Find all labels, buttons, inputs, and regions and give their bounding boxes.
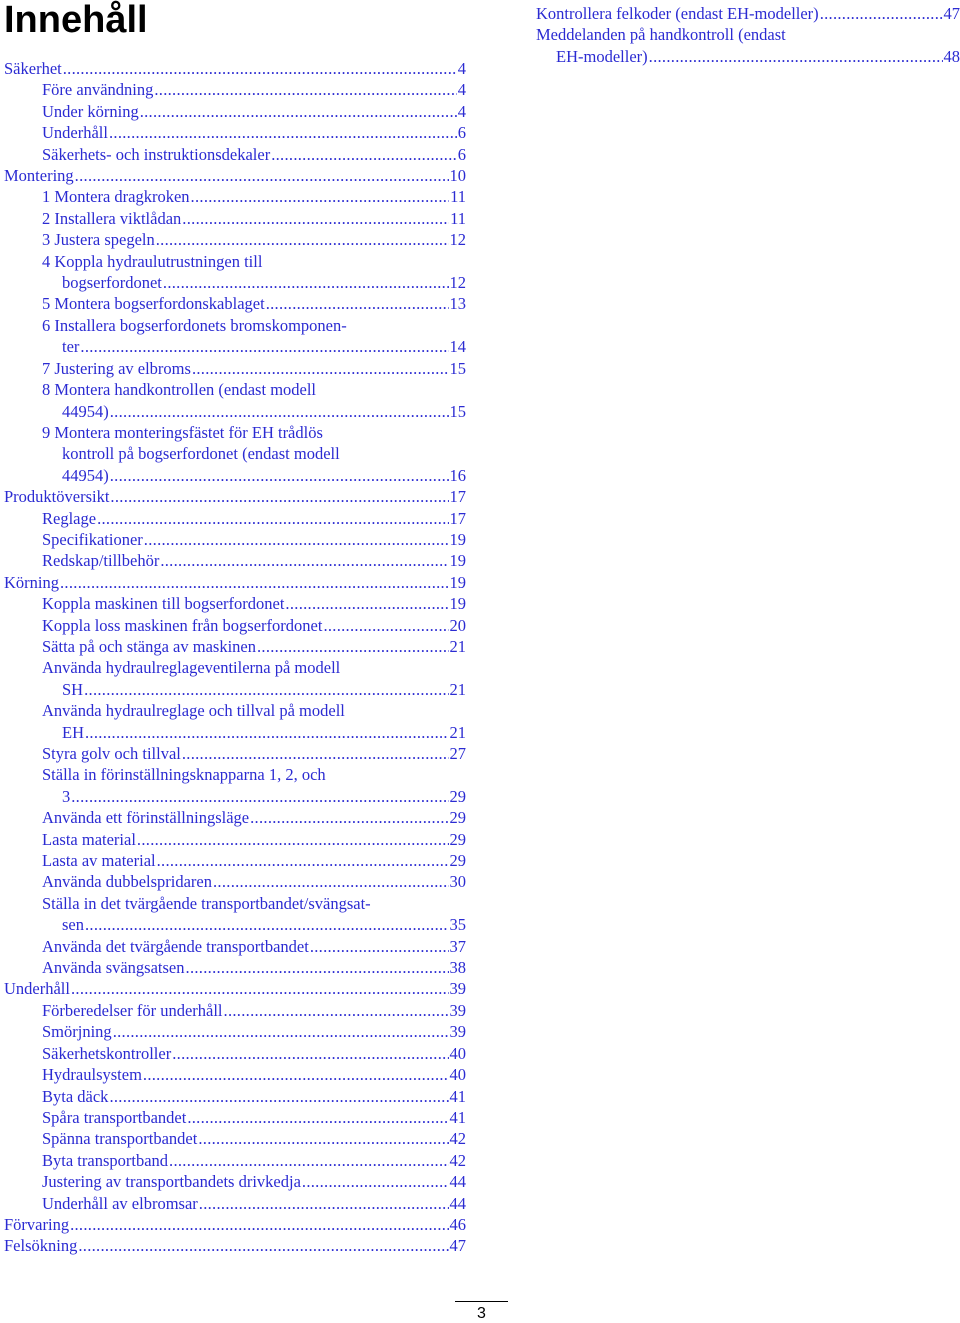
toc-entry[interactable] (4, 122, 466, 143)
toc-page-number: 21 (449, 679, 466, 699)
toc-entry-title: EH (62, 722, 84, 742)
toc-entry-title: Använda svängsatsen (42, 958, 185, 978)
toc-entry[interactable] (4, 379, 466, 422)
toc-entry-title: ter (62, 337, 80, 357)
toc-entry-title: 3 Justera spegeln (42, 230, 155, 250)
toc-entry-title: 7 Justering av elbroms (42, 358, 191, 378)
toc-page-number: 39 (449, 979, 466, 999)
toc-entry[interactable] (4, 572, 466, 593)
dot-leader (187, 1107, 448, 1128)
dot-leader (820, 3, 943, 24)
dot-leader (109, 122, 457, 143)
toc-entry-title: Koppla loss maskinen från bogserfordonet (42, 615, 323, 635)
toc-page-number: 17 (449, 487, 466, 507)
toc-entry-title: Lasta av material (42, 851, 156, 871)
dot-leader (70, 1214, 448, 1235)
dot-leader (113, 1021, 449, 1042)
toc-entry-title: Koppla maskinen till bogserfordonet (42, 594, 285, 614)
toc-entry-title: Spänna transportbandet (42, 1129, 198, 1149)
toc-page-number: 19 (449, 594, 466, 614)
toc-entry-title: 4 Koppla hydraulutrustningen till (42, 251, 263, 271)
toc-page-number: 40 (449, 1043, 466, 1063)
dot-leader (84, 679, 448, 700)
toc-entry[interactable] (4, 829, 466, 850)
toc-entry[interactable] (4, 358, 466, 379)
toc-page-number: 42 (449, 1150, 466, 1170)
toc-entry-title: bogserfordonet (62, 273, 162, 293)
toc-entry-title: Säkerhets- och instruktionsdekaler (42, 144, 271, 164)
toc-entry-title: Byta transportband (42, 1150, 169, 1170)
dot-leader (250, 807, 448, 828)
dot-leader (71, 786, 448, 807)
toc-page-number: 41 (449, 1107, 466, 1127)
toc-entry[interactable] (536, 24, 960, 67)
toc-entry-title: Meddelanden på handkontroll (endast (536, 25, 786, 45)
toc-entry[interactable] (4, 1043, 466, 1064)
toc-entry-title: Justering av transportbandets drivkedja (42, 1172, 301, 1192)
toc-entry-title: SH (62, 679, 84, 699)
toc-entry-title: 44954) (62, 401, 109, 421)
toc-entry-title: Använda det tvärgående transportbandet (42, 936, 309, 956)
toc-page-number: 4 (457, 101, 466, 121)
toc-entry[interactable] (4, 1150, 466, 1171)
toc-page-number: 15 (449, 401, 466, 421)
toc-page-number: 29 (449, 808, 466, 828)
toc-entry[interactable] (4, 186, 466, 207)
toc-entry-title: sen (62, 915, 84, 935)
toc-right-column (536, 3, 960, 67)
toc-page-number: 6 (457, 123, 466, 143)
toc-entry-title: Säkerhetskontroller (42, 1043, 172, 1063)
toc-page-number: 20 (449, 615, 466, 635)
toc-entry-title: Styra golv och tillval (42, 744, 181, 763)
toc-entry-title: EH-modeller) (556, 46, 648, 66)
toc-entry[interactable] (4, 508, 466, 529)
toc-page-number: 47 (449, 1236, 466, 1256)
toc-entry[interactable] (4, 657, 466, 700)
toc-entry-title: Smörjning (42, 1022, 112, 1042)
toc-entry[interactable] (4, 936, 466, 957)
toc-entry[interactable] (4, 636, 466, 657)
toc-page-number: 4 (457, 80, 466, 100)
dot-leader (157, 850, 449, 871)
toc-entry-title: Underhåll av elbromsar (42, 1193, 198, 1213)
toc-page-number: 12 (449, 230, 466, 250)
dot-leader (156, 229, 449, 250)
dot-leader (80, 336, 448, 357)
dot-leader (60, 572, 449, 593)
toc-page-number: 15 (449, 358, 466, 378)
toc-entry[interactable] (4, 893, 466, 936)
dot-leader (110, 401, 449, 422)
dot-leader (199, 1193, 449, 1214)
toc-page-number: 29 (449, 786, 466, 806)
dot-leader (213, 871, 449, 892)
toc-entry-title: 44954) (62, 465, 109, 485)
toc-entry[interactable] (4, 743, 466, 764)
toc-entry-title: Ställa in förinställningsknapparna 1, 2, och (42, 765, 326, 785)
toc-page-number: 17 (449, 508, 466, 528)
toc-entry-title: Montering (4, 166, 74, 186)
toc-entry-title: 6 Installera bogserfordonets bromskomponen- (42, 315, 347, 335)
toc-entry[interactable] (4, 101, 466, 122)
dot-leader (182, 208, 449, 229)
dot-leader (172, 1043, 448, 1064)
toc-entry-title: Kontrollera felkoder (endast EH-modeller) (536, 4, 819, 23)
toc-entry-title: Byta däck (42, 1086, 109, 1106)
toc-entry[interactable] (4, 58, 466, 79)
toc-entry[interactable] (4, 1193, 466, 1214)
toc-entry[interactable] (4, 315, 466, 358)
toc-entry[interactable] (4, 850, 466, 871)
toc-entry[interactable] (4, 593, 466, 614)
dot-leader (140, 101, 457, 122)
toc-page-number: 10 (449, 166, 466, 186)
toc-page-number: 12 (449, 273, 466, 293)
toc-entry-title: Hydraulsystem (42, 1065, 142, 1085)
toc-entry[interactable] (4, 764, 466, 807)
toc-page-number: 21 (449, 636, 466, 656)
toc-page-number: 4 (457, 59, 466, 78)
toc-entry-title: Reglage (42, 508, 97, 528)
dot-leader (649, 46, 943, 67)
toc-entry-title: Använda dubbelspridaren (42, 872, 212, 892)
toc-entry-title: Lasta material (42, 829, 136, 849)
toc-entry-title: Ställa in det tvärgående transportbandet/svängsat- (42, 893, 371, 913)
footer-rule (455, 1301, 508, 1302)
toc-entry-title: Använda hydraulreglage och tillval på modell (42, 701, 345, 721)
toc-entry-title: Förvaring (4, 1214, 70, 1234)
dot-leader (266, 293, 449, 314)
dot-leader (97, 508, 448, 529)
toc-entry[interactable] (4, 871, 466, 892)
toc-entry[interactable] (4, 1107, 466, 1128)
dot-leader (169, 1150, 448, 1171)
toc-page-number: 44 (449, 1193, 466, 1213)
toc-page-number: 40 (449, 1065, 466, 1085)
toc-entry[interactable] (4, 978, 466, 999)
toc-entry-title: Underhåll (42, 123, 108, 143)
dot-leader (302, 1171, 449, 1192)
dot-leader (285, 593, 448, 614)
toc-entry[interactable] (4, 486, 466, 507)
toc-entry[interactable] (4, 529, 466, 550)
toc-entry-title: 3 (62, 786, 71, 806)
toc-entry[interactable] (4, 700, 466, 743)
dot-leader (63, 58, 457, 79)
toc-page-number: 19 (449, 529, 466, 549)
toc-page-number: 16 (449, 465, 466, 485)
dot-leader (271, 144, 457, 165)
toc-page-number: 38 (449, 958, 466, 978)
toc-entry[interactable] (4, 208, 466, 229)
toc-page-number: 47 (943, 4, 960, 23)
toc-entry-title: Förberedelser för underhåll (42, 1000, 223, 1020)
toc-entry-title: Körning (4, 572, 59, 592)
toc-page-number: 35 (449, 915, 466, 935)
dot-leader (224, 1000, 449, 1021)
toc-page-number: 39 (449, 1022, 466, 1042)
toc-page-number: 46 (449, 1214, 466, 1234)
toc-page-number: 27 (449, 744, 466, 763)
toc-entry[interactable] (536, 3, 960, 24)
dot-leader (154, 79, 456, 100)
toc-page-number: 13 (449, 294, 466, 314)
toc-page-number: 44 (449, 1172, 466, 1192)
toc-entry[interactable] (4, 1000, 466, 1021)
page-title: Innehåll (4, 0, 148, 41)
toc-page-number: 42 (449, 1129, 466, 1149)
dot-leader (186, 957, 449, 978)
toc-entry[interactable] (4, 957, 466, 978)
toc-page-number: 19 (449, 551, 466, 571)
dot-leader (323, 615, 448, 636)
toc-entry[interactable] (4, 1064, 466, 1085)
dot-leader (160, 550, 448, 571)
toc-entry[interactable] (4, 1214, 466, 1235)
toc-entry[interactable] (4, 1021, 466, 1042)
dot-leader (85, 722, 449, 743)
toc-page-number: 19 (449, 572, 466, 592)
page-number: 3 (477, 1305, 486, 1322)
toc-entry[interactable] (4, 251, 466, 294)
toc-entry-title: Specifikationer (42, 529, 143, 549)
toc-page-number: 39 (449, 1000, 466, 1020)
dot-leader (182, 743, 449, 764)
dot-leader (110, 486, 448, 507)
dot-leader (110, 465, 449, 486)
toc-entry-title: Spåra transportbandet (42, 1107, 187, 1127)
toc-entry-title: Felsökning (4, 1236, 78, 1256)
toc-entry-title: 2 Installera viktlådan (42, 208, 182, 228)
dot-leader (144, 529, 449, 550)
dot-leader (71, 978, 449, 999)
toc-entry[interactable] (4, 79, 466, 100)
toc-page-number: 30 (449, 872, 466, 892)
toc-entry[interactable] (4, 144, 466, 165)
toc-entry-title: Sätta på och stänga av maskinen (42, 636, 256, 656)
dot-leader (163, 272, 449, 293)
toc-page-number: 48 (943, 46, 960, 66)
dot-leader (257, 636, 449, 657)
toc-page-number: 29 (449, 829, 466, 849)
toc-entry-title: 1 Montera dragkroken (42, 187, 190, 207)
dot-leader (192, 358, 449, 379)
toc-entry[interactable] (4, 550, 466, 571)
dot-leader (191, 186, 450, 207)
toc-entry[interactable] (4, 1235, 466, 1256)
toc-entry-title: 9 Montera monteringsfästet för EH trådlös (42, 422, 323, 442)
toc-page-number: 14 (449, 337, 466, 357)
toc-entry[interactable] (4, 229, 466, 250)
toc-entry-title: Säkerhet (4, 59, 62, 78)
toc-entry-title: 8 Montera handkontrollen (endast modell (42, 380, 317, 400)
toc-entry[interactable] (4, 165, 466, 186)
toc-entry[interactable] (4, 1086, 466, 1107)
toc-entry-title: Använda hydraulreglageventilerna på modell (42, 658, 341, 678)
dot-leader (85, 914, 449, 935)
toc-entry-title: Under körning (42, 101, 139, 121)
dot-leader (109, 1086, 448, 1107)
toc-entry-title: Redskap/tillbehör (42, 551, 160, 571)
toc-entry-title: Underhåll (4, 979, 70, 999)
toc-entry-title: Före användning (42, 80, 154, 100)
dot-leader (78, 1235, 448, 1256)
toc-entry-title: Produktöversikt (4, 487, 110, 507)
dot-leader (310, 936, 449, 957)
toc-page-number: 41 (449, 1086, 466, 1106)
toc-entry[interactable] (4, 1171, 466, 1192)
toc-page-number: 29 (449, 851, 466, 871)
toc-entry[interactable] (4, 1128, 466, 1149)
toc-page-number: 6 (457, 144, 466, 164)
toc-entry[interactable] (4, 422, 466, 486)
toc-left-column (4, 58, 466, 1257)
toc-page-number: 37 (449, 936, 466, 956)
toc-page-number: 11 (450, 208, 466, 228)
toc-entry[interactable] (4, 807, 466, 828)
toc-page-number: 21 (449, 722, 466, 742)
toc-entry[interactable] (4, 293, 466, 314)
dot-leader (75, 165, 449, 186)
toc-entry-title: kontroll på bogserfordonet (endast modell (62, 444, 340, 464)
dot-leader (198, 1128, 448, 1149)
toc-page-number: 11 (450, 187, 466, 207)
dot-leader (137, 829, 449, 850)
toc-entry[interactable] (4, 615, 466, 636)
toc-entry-title: Använda ett förinställningsläge (42, 808, 250, 828)
toc-entry-title: 5 Montera bogserfordonskablaget (42, 294, 265, 314)
dot-leader (143, 1064, 449, 1085)
